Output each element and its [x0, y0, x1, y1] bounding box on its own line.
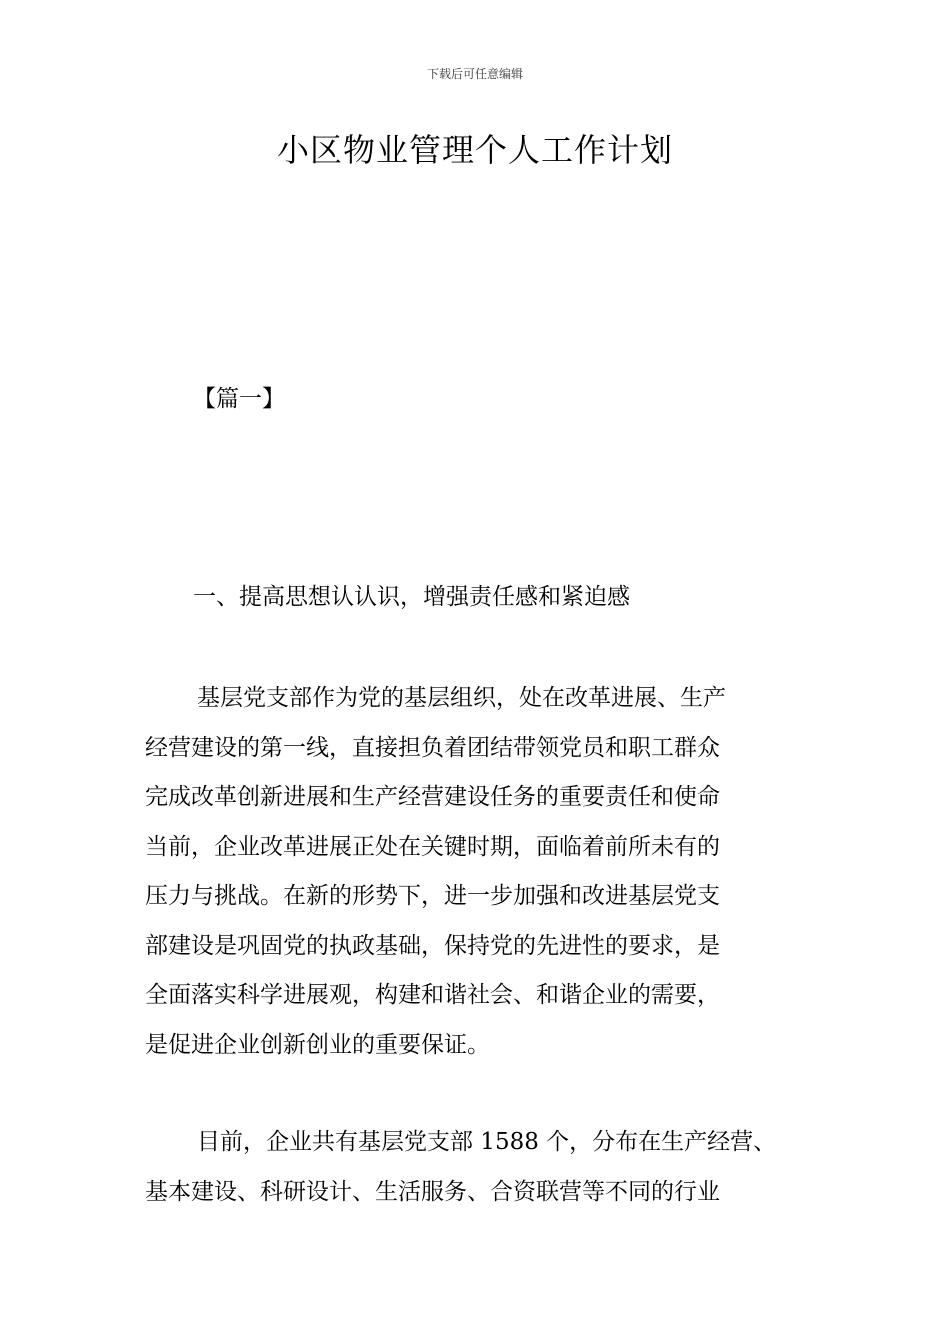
paragraph-line: 完成改革创新进展和生产经营建设任务的重要责任和使命: [145, 784, 720, 810]
paragraph: [145, 1118, 825, 1217]
paragraph-line: 压力与挑战。在新的形势下，进一步加强和改进基层党支: [145, 883, 720, 909]
document-title: 小区物业管理个人工作计划: [276, 131, 673, 169]
paragraph-line: 经营建设的第一线，直接担负着团结带领党员和职工群众: [145, 734, 720, 761]
paragraph-line: 基层党支部作为党的基层组织，处在改革进展、生产: [197, 685, 726, 711]
paragraph-line: 目前，企业共有基层党支部 1588 个，分布在生产经营、: [197, 1129, 777, 1155]
header-note: 下载后可任意编辑: [426, 67, 523, 81]
section-heading: 一、提高思想认认识，增强责任感和紧迫感: [193, 584, 630, 610]
paragraph-line: 基本建设、科研设计、生活服务、合资联营等不同的行业: [145, 1178, 720, 1205]
paragraph-line: 全面落实科学进展观，构建和谐社会、和谐企业的需要，: [145, 982, 720, 1008]
paragraph-line: 当前，企业改革进展正处在关键时期，面临着前所未有的: [145, 833, 720, 860]
section-tag: 【篇一】: [193, 386, 285, 412]
paragraph-line: 是促进企业创新创业的重要保证。: [145, 1031, 490, 1058]
paragraph-line: 部建设是巩固党的执政基础，保持党的先进性的要求，是: [145, 932, 720, 959]
paragraph: [145, 674, 825, 1070]
